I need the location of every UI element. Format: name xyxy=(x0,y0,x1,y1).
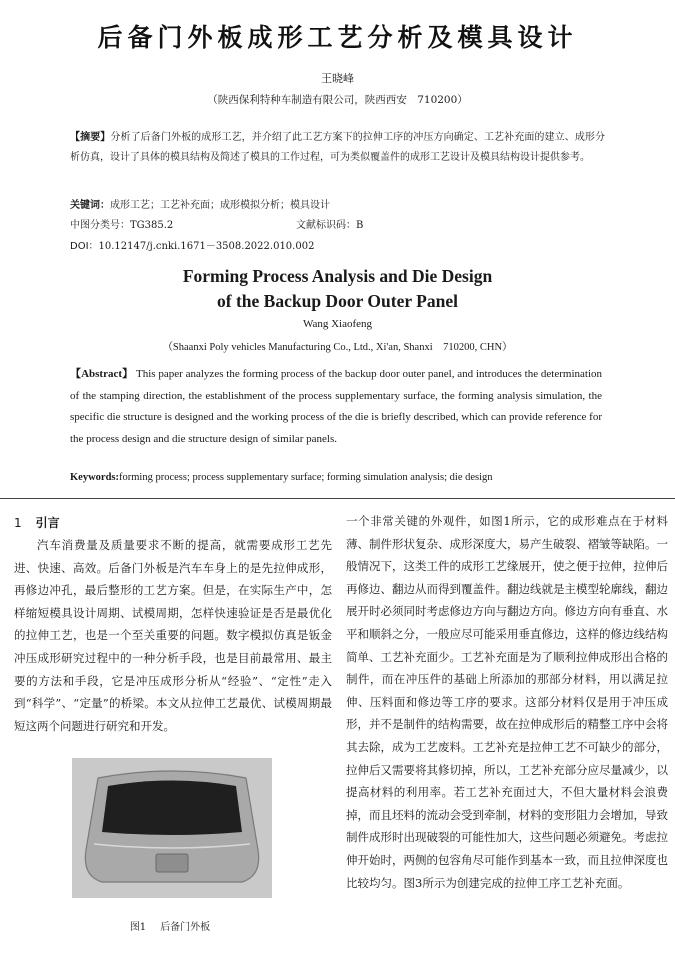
keywords-en-label: Keywords: xyxy=(70,472,119,483)
figure-1-caption-text: 后备门外板 xyxy=(160,922,211,933)
keywords-en xyxy=(70,472,610,483)
author-en: Wang Xiaofeng xyxy=(302,318,373,330)
section-divider xyxy=(0,498,675,499)
author-cn: 王晓峰 xyxy=(321,72,354,85)
paper-title-en-line2: of the Backup Door Outer Panel xyxy=(217,291,458,311)
keywords-en-text: forming process; process supplementary surface; forming simulation analysis; die design xyxy=(119,472,493,483)
doi-value: 10.12147/j.cnki.1671－3508.2022.010.002 xyxy=(98,241,315,252)
figure-1-number: 图1 xyxy=(129,922,147,933)
abstract-en-text: This paper analyzes the forming process of the backup door outer panel, and introduces the determination of the stamping direction, the establishment of the process supplementary surface, the forming analysis simulation, the specific die structure is designed and the working process of the die is briefly described, which can provide reference for the process design and die structure design of similar panels. xyxy=(70,368,602,445)
clc-value: TG385.2 xyxy=(130,220,174,231)
keywords-cn xyxy=(70,196,330,211)
abstract-cn-text: 分析了后备门外板的成形工艺，并介绍了此工艺方案下的拉伸工序的冲压方向确定、工艺补充面的建立、成形分析仿真，设计了具体的模具结构及简述了模具的工作过程，可为类似覆盖件的成形工艺设计及模具结构设计提供参考。 xyxy=(70,132,606,163)
paper-title-en xyxy=(0,264,675,314)
right-paragraph: 一个非常关键的外观件，如图1所示，它的成形难点在于材料薄、制件形状复杂、成形深度大，易产生破裂、褶皱等缺陷。一般情况下，这类工件的成形工艺缘展开，使之便于拉伸，拉伸后再修边、翻边从而得到覆盖件。翻边线就是主模型轮廓线，翻边展开时必须同时考虑修边方向与翻边方向。修边方向有垂直、水平和顺斜之分，一般应尽可能采用垂直修边，这样的修边线结构简单、工艺补充面少。工艺补充面是为了顺利拉伸成形出合格的制件，而在冲压件的基础上所添加的那部分材料，用以满足拉伸、压料面和修边等工序的要求。这部分材料仅是用于冲压成形，并不是制件的结构需要，故在拉伸成形后的精整工序中会将其去除，成为工艺废料。工艺补充是拉伸工艺不可缺少的部分，拉伸后又需要将其修切掉，所以，工艺补充部分应尽量减少，以提高材料的利用率。若工艺补充面过大，不但大量材料会浪费掉，而且坯料的流动会受到牵制，材料的变形阻力会增加，导致制件成形时出现破裂的可能性加大，这些问题必须避免。考虑拉伸开始时，两侧的包容角尽可能作到基本一致，而且拉伸深度也比较均匀。图3所示为创建完成的拉伸工序工艺补充面。 xyxy=(346,514,668,890)
doc-code-label: 文献标识码： xyxy=(296,220,356,231)
doc-code-value: B xyxy=(356,220,364,231)
figure-1-caption xyxy=(0,918,340,933)
backup-door-illustration xyxy=(72,758,272,898)
keywords-cn-label: 关键词： xyxy=(70,200,110,211)
rear-window-shape xyxy=(102,781,242,836)
section-1-heading xyxy=(14,512,332,534)
left-paragraph: 汽车消费量及质量要求不断的提高，就需要成形工艺先进、快速、高效。后备门外板是汽车车身上的是先拉伸成形，再修边冲孔，最后整形的工艺方案。但是，在实际生产中，怎样缩短模具设计周期、试模周期，怎样快速验证是否是最优化的拉伸工艺，也是一个至关重要的问题。数字模拟仿真是钣金冲压成形研究过程中的一种分析手段，也是目前最常用、最主要的方法和手段，它是冲压成形分析从“经验”、“定性”走入到“科学”、“定量”的桥梁。本文从拉伸工艺最优、试模周期最短这两个问题进行研究和开发。 xyxy=(14,538,332,733)
abstract-cn xyxy=(70,128,605,167)
paper-title-cn: 后备门外板成形工艺分析及模具设计 xyxy=(97,23,578,52)
section-1-number: 1 xyxy=(14,516,22,530)
abstract-en-label: 【Abstract】 xyxy=(70,368,134,380)
doc-code-line xyxy=(296,216,363,231)
doi-line xyxy=(70,237,314,252)
license-plate-recess xyxy=(156,854,188,872)
doi-label: DOI： xyxy=(70,241,99,252)
keywords-cn-text: 成形工艺；工艺补充面；成形模拟分析；模具设计 xyxy=(110,200,330,211)
right-column xyxy=(346,510,668,894)
abstract-en xyxy=(70,364,602,450)
affiliation-cn: （陕西保利特种车制造有限公司，陕西西安 710200） xyxy=(207,94,468,106)
left-column xyxy=(14,512,332,737)
section-1-title: 引言 xyxy=(35,516,60,530)
abstract-cn-label: 【摘要】 xyxy=(70,132,111,143)
affiliation-en: （Shaanxi Poly vehicles Manufacturing Co., Ltd., Xi'an, Shanxi 710200, CHN） xyxy=(162,342,513,353)
clc-line xyxy=(70,216,173,231)
clc-label: 中图分类号： xyxy=(70,220,130,231)
figure-1-image xyxy=(72,758,272,898)
paper-title-en-line1: Forming Process Analysis and Die Design xyxy=(182,266,493,286)
